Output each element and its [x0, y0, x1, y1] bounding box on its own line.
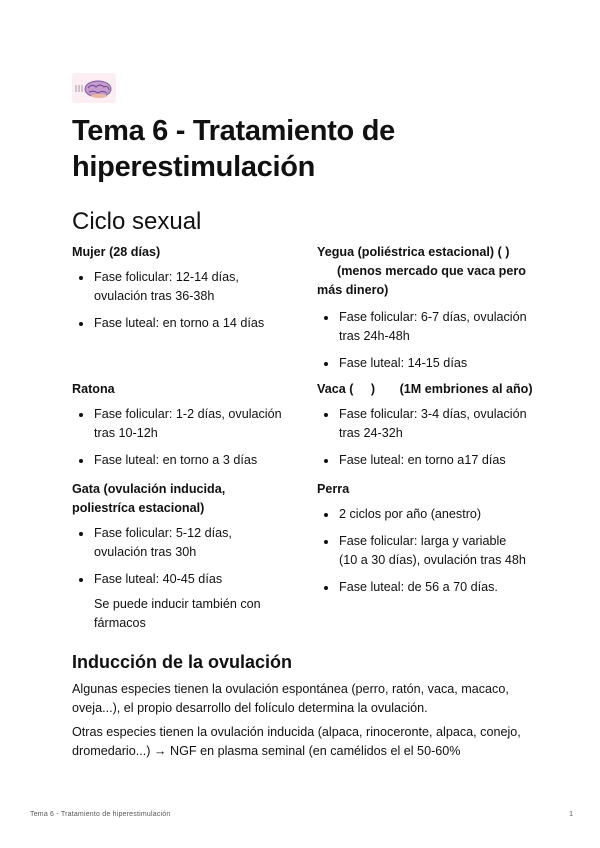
species-heading: Perra [317, 482, 350, 496]
page-title: Tema 6 - Tratamiento de hiperestimulación [72, 115, 395, 183]
note-text: Se puede inducir también con fármacos [94, 597, 261, 630]
species-heading: (menos mercado que vaca pero [337, 264, 526, 278]
species-block-perra [317, 480, 527, 597]
footer-page-number: 1 [569, 811, 573, 818]
species-list [72, 405, 292, 470]
footer-title: Tema 6 - Tratamiento de hiperestimulación [30, 811, 171, 818]
section-heading-ciclo-sexual: Ciclo sexual [72, 208, 202, 235]
species-block-vaca [317, 380, 547, 470]
list-item: Fase luteal: 14-15 días [317, 354, 537, 373]
species-heading: Ratona [72, 382, 115, 396]
list-item: Fase luteal: en torno a 14 días [72, 314, 292, 333]
list-item: Fase folicular: larga y variable (10 a 30 días), ovulación tras 48h [317, 532, 527, 570]
list-item: Fase folicular: 1-2 días, ovulación tras 10-12h [72, 405, 292, 443]
list-item: 2 ciclos por año (anestro) [317, 505, 527, 524]
section-heading-induccion: Inducción de la ovulación [72, 652, 293, 672]
list-item: Fase luteal: en torno a 3 días [72, 451, 292, 470]
paragraph: Otras especies tienen la ovulación inducida (alpaca, rinoceronte, alpaca, conejo, dromedario...) → NGF en plasma seminal (en camélidos el el 50-60% [72, 725, 521, 758]
list-item: Fase folicular: 12-14 días, ovulación tras 36-38h [72, 268, 292, 306]
list-item: Fase folicular: 6-7 días, ovulación tras 24h-48h [317, 308, 537, 346]
species-block-mujer [72, 243, 292, 333]
species-list [72, 524, 282, 589]
species-block-yegua [317, 243, 537, 373]
list-item: Fase luteal: de 56 a 70 días. [317, 578, 527, 597]
list-item: Fase folicular: 3-4 días, ovulación tras 24-32h [317, 405, 547, 443]
list-item: Fase luteal: 40-45 días [72, 570, 282, 589]
species-list [317, 405, 547, 470]
species-heading: Vaca ( ) (1M embriones al año) [317, 382, 533, 396]
species-block-ratona [72, 380, 292, 470]
list-item: Fase folicular: 5-12 días, ovulación tras 30h [72, 524, 282, 562]
species-list [317, 308, 537, 373]
species-heading: más dinero) [317, 283, 389, 297]
species-heading: Gata (ovulación inducida, poliestríca estacional) [72, 482, 226, 515]
brain-icon [72, 73, 116, 103]
species-heading: Mujer (28 días) [72, 245, 161, 259]
species-list [72, 268, 292, 333]
list-item: Fase luteal: en torno a17 días [317, 451, 547, 470]
species-heading: Yegua (poliéstrica estacional) ( ) [317, 245, 510, 259]
species-block-gata [72, 480, 282, 633]
paragraph: Algunas especies tienen la ovulación espontánea (perro, ratón, vaca, macaco, oveja...), el propio desarrollo del folículo determina la ovulación. [72, 682, 509, 715]
species-list [317, 505, 527, 597]
